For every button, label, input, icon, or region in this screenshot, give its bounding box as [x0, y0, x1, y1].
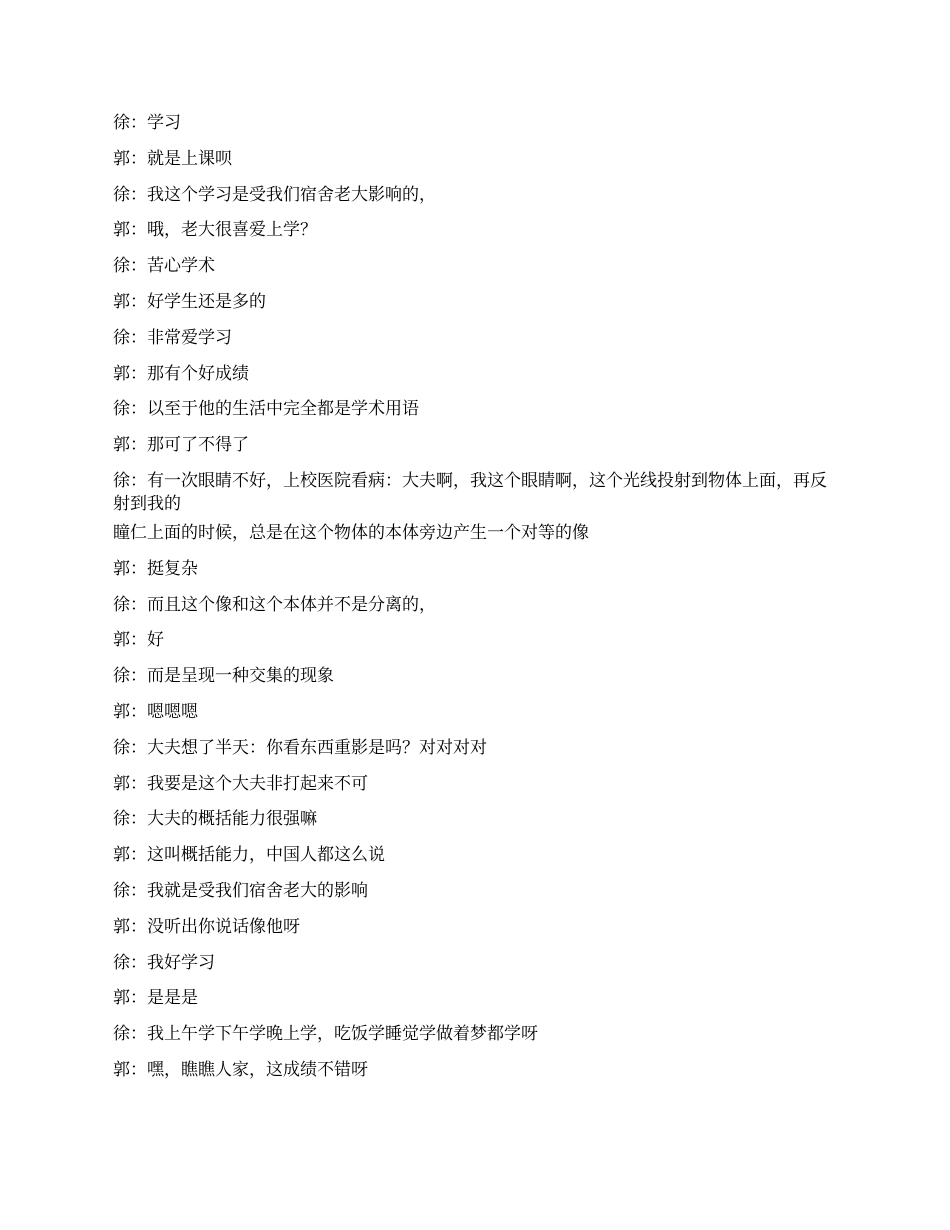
dialogue-line: 徐：苦心学术: [113, 256, 215, 277]
dialogue-line: 郭：那有个好成绩: [113, 363, 249, 384]
dialogue-line: 郭：好学生还是多的: [113, 291, 266, 312]
dialogue-line: 徐：大夫的概括能力很强嘛: [113, 809, 317, 830]
dialogue-line: 徐：以至于他的生活中完全都是学术用语: [113, 399, 419, 420]
dialogue-line: 郭：我要是这个大夫非打起来不可: [113, 773, 368, 794]
dialogue-line: 郭：好: [113, 630, 164, 651]
dialogue-line: 徐：非常爱学习: [113, 327, 232, 348]
dialogue-line-continuation: 瞳仁上面的时候，总是在这个物体的本体旁边产生一个对等的像: [113, 522, 589, 543]
dialogue-line: 郭：就是上课呗: [113, 148, 232, 169]
dialogue-line: 徐：我这个学习是受我们宿舍老大影响的，: [113, 184, 436, 205]
dialogue-line: 徐：我就是受我们宿舍老大的影响: [113, 880, 368, 901]
dialogue-line: 徐：我上午学下午学晚上学，吃饭学睡觉学做着梦都学呀: [113, 1024, 538, 1045]
dialogue-body: [113, 112, 833, 1095]
dialogue-line: 徐：而且这个像和这个本体并不是分离的，: [113, 594, 436, 615]
dialogue-line: 徐：学习: [113, 113, 181, 133]
dialogue-line: 郭：那可了不得了: [113, 435, 249, 456]
dialogue-line: 郭：嘿，瞧瞧人家，这成绩不错呀: [113, 1059, 368, 1080]
dialogue-line: 郭：没听出你说话像他呀: [113, 916, 300, 937]
dialogue-line: 郭：嗯嗯嗯: [113, 701, 198, 722]
dialogue-line: 徐：有一次眼睛不好，上校医院看病：大夫啊，我这个眼睛啊，这个光线投射到物体上面，再反射到我的: [113, 470, 827, 514]
dialogue-line: 郭：是是是: [113, 988, 198, 1009]
dialogue-line: 郭：这叫概括能力，中国人都这么说: [113, 845, 385, 866]
dialogue-line: 徐：我好学习: [113, 952, 215, 973]
dialogue-line: 徐：大夫想了半天：你看东西重影是吗？对对对对: [113, 737, 487, 758]
dialogue-line: 郭：挺复杂: [113, 558, 198, 579]
dialogue-line: 徐：而是呈现一种交集的现象: [113, 666, 334, 687]
dialogue-line: 郭：哦，老大很喜爱上学？: [113, 220, 317, 241]
